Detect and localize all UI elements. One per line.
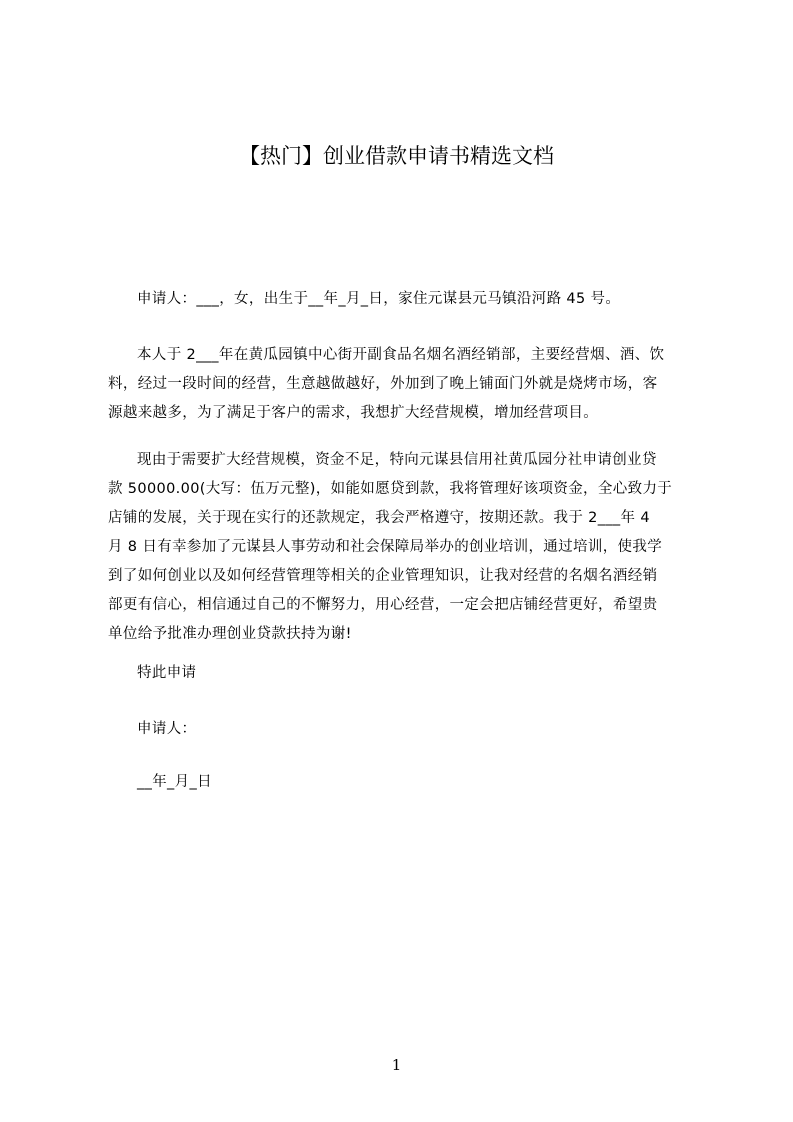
document-title: 【热门】创业借款申请书精选文档	[239, 144, 554, 168]
paragraph2-line: 现由于需要扩大经营规模，资金不足，特向元谋县信用社黄瓜园分社申请创业贷	[137, 452, 657, 468]
paragraph2-line: 部更有信心，相信通过自己的不懈努力，用心经营，一定会把店铺经营更好，希望贵	[108, 597, 658, 613]
date-block	[108, 768, 699, 797]
closing-text: 特此申请	[137, 665, 197, 681]
paragraph1-line: 本人于 2___年在黄瓜园镇中心街开副食品名烟名酒经销部，主要经营烟、酒、饮	[137, 347, 665, 363]
paragraph2-line: 款 50000.00(大写：伍万元整)，如能如愿贷到款，我将管理好该项资金，全心致力于	[108, 481, 673, 497]
closing-block	[108, 659, 699, 688]
paragraph1-line: 源越来越多，为了满足于客户的需求，我想扩大经营规模，增加经营项目。	[108, 405, 599, 421]
paragraph2-line: 到了如何创业以及如何经营管理等相关的企业管理知识，让我对经营的名烟名酒经销	[108, 568, 658, 584]
paragraph-loan-request	[108, 446, 699, 649]
applicant-intro: 申请人：___，女，出生于__年_月_日，家住元谋县元马镇沿河路 45 号。	[137, 291, 621, 307]
paragraph2-line: 月 8 日有幸参加了元谋县人事劳动和社会保障局举办的创业培训，通过培训，使我学	[108, 539, 663, 555]
signature-block	[108, 715, 699, 744]
applicant-intro-block	[108, 285, 699, 314]
paragraph1-line: 料，经过一段时间的经营，生意越做越好，外加到了晚上铺面门外就是烧烤市场，客	[108, 376, 658, 392]
paragraph2-line: 店铺的发展，关于现在实行的还款规定，我会严格遵守，按期还款。我于 2___年 4	[108, 510, 650, 526]
date-line: __年_月_日	[137, 774, 212, 790]
paragraph2-line: 单位给予批准办理创业贷款扶持为谢!	[108, 626, 352, 642]
signature-label: 申请人：	[137, 721, 197, 737]
paragraph-business-background	[108, 341, 699, 428]
page-number: 1	[391, 1056, 402, 1074]
